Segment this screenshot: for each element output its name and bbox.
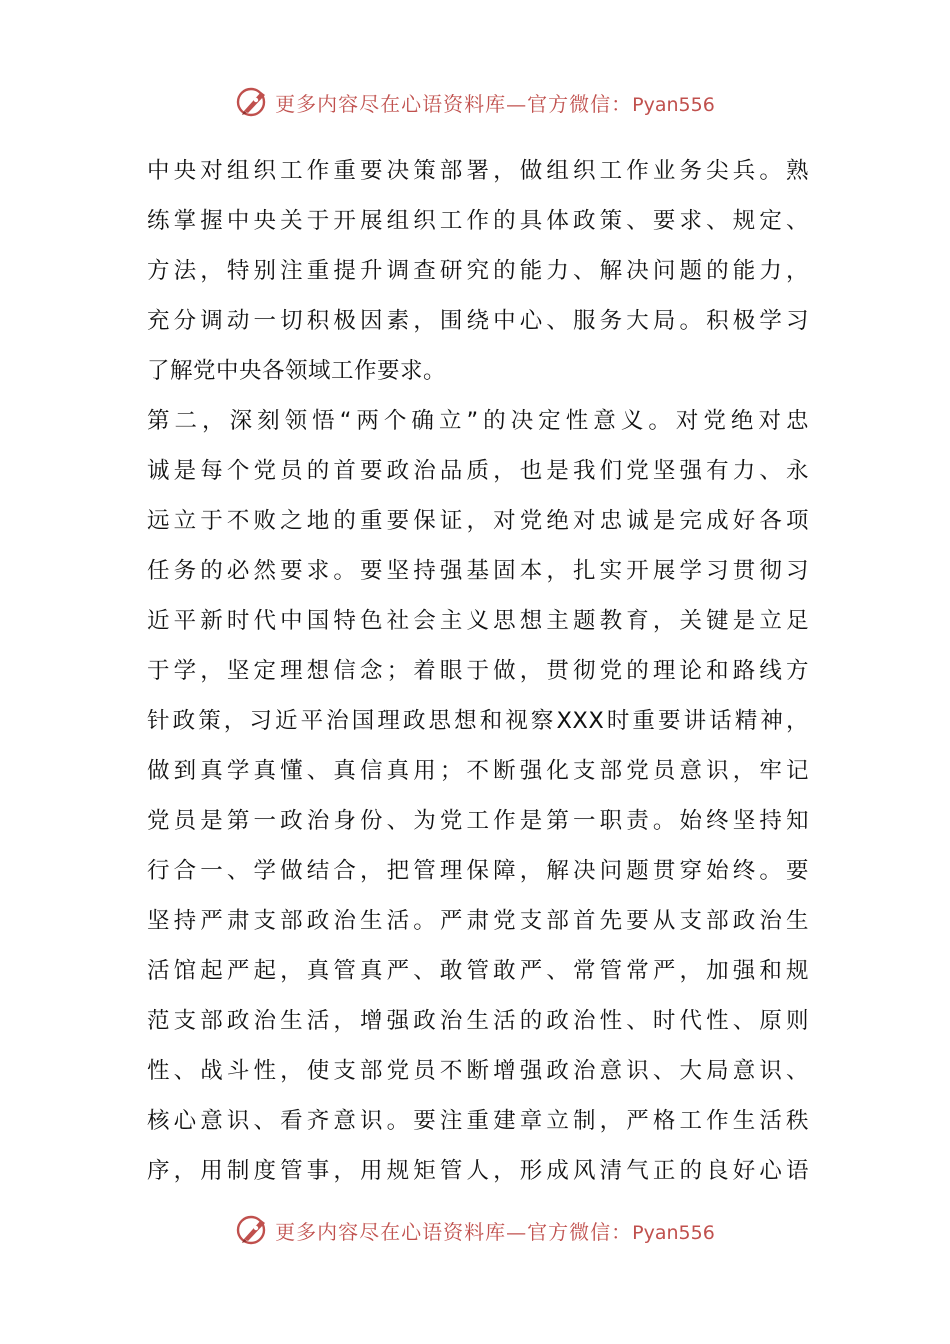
header-watermark-banner: [0, 82, 950, 122]
text-line: 做到真学真懂、真信真用；不断强化支部党员意识，牢记: [147, 758, 809, 784]
text-line: 远立于不败之地的重要保证，对党绝对忠诚是完成好各项: [147, 508, 809, 534]
pen-nib-circle-icon: [235, 1212, 271, 1248]
text-line: 范支部政治生活，增强政治生活的政治性、时代性、原则: [147, 1008, 809, 1034]
text-line: 第二，深刻领悟“两个确立”的决定性意义。对党绝对忠: [147, 408, 809, 434]
wechat-id: Pyan556: [632, 1221, 715, 1244]
text-line: 充分调动一切积极因素，围绕中心、服务大局。积极学习: [147, 308, 809, 334]
text-line: 坚持严肃支部政治生活。严肃党支部首先要从支部政治生: [147, 908, 809, 934]
text-line: 活馆起严起，真管真严、敢管敢严、常管常严，加强和规: [147, 958, 809, 984]
wechat-id: Pyan556: [632, 93, 715, 116]
footer-watermark-banner: [0, 1210, 950, 1250]
text-line: 任务的必然要求。要坚持强基固本，扎实开展学习贯彻习: [147, 558, 809, 584]
text-line: 于学，坚定理想信念；着眼于做，贯彻党的理论和路线方: [147, 658, 809, 684]
text-line: 练掌握中央关于开展组织工作的具体政策、要求、规定、: [147, 208, 809, 234]
banner-title: 更多内容尽在心语资料库—官方微信：: [275, 1219, 633, 1244]
text-line: 序，用制度管事，用规矩管人，形成风清气正的良好心语: [147, 1158, 809, 1184]
text-line: 方法，特别注重提升调查研究的能力、解决问题的能力，: [147, 258, 809, 284]
banner-text: [275, 1216, 715, 1245]
text-line: 针政策，习近平治国理政思想和视察XXX时重要讲话精神，: [147, 708, 809, 734]
text-line: 党员是第一政治身份、为党工作是第一职责。始终坚持知: [147, 808, 809, 834]
text-line: 诚是每个党员的首要政治品质，也是我们党坚强有力、永: [147, 458, 809, 484]
pen-nib-circle-icon: [235, 84, 271, 120]
document-body: [147, 146, 809, 1196]
text-line: 行合一、学做结合，把管理保障，解决问题贯穿始终。要: [147, 858, 809, 884]
banner-text: [275, 88, 715, 117]
text-line: 性、战斗性，使支部党员不断增强政治意识、大局意识、: [147, 1058, 809, 1084]
banner-title: 更多内容尽在心语资料库—官方微信：: [275, 91, 633, 116]
text-line: 中央对组织工作重要决策部署，做组织工作业务尖兵。熟: [147, 158, 809, 184]
text-line: 了解党中央各领域工作要求。: [147, 358, 447, 384]
text-line: 近平新时代中国特色社会主义思想主题教育，关键是立足: [147, 608, 809, 634]
text-line: 核心意识、看齐意识。要注重建章立制，严格工作生活秩: [147, 1108, 809, 1134]
